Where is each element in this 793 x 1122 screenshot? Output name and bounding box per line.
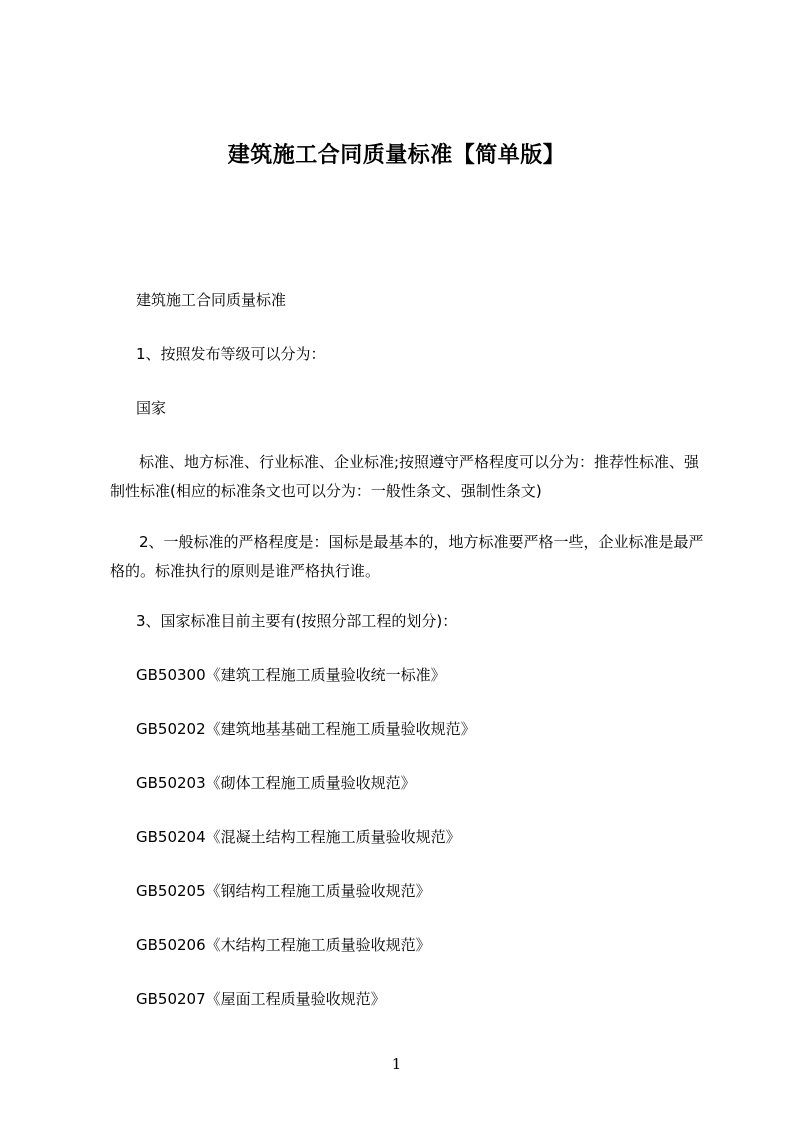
paragraph-release-level: 1、按照发布等级可以分为： bbox=[136, 345, 326, 363]
standard-item: GB50206《木结构工程施工质量验收规范》 bbox=[136, 936, 431, 954]
paragraph-national: 国家 bbox=[136, 399, 167, 417]
standard-item: GB50203《砌体工程施工质量验收规范》 bbox=[136, 774, 416, 792]
standard-item: GB50205《钢结构工程施工质量验收规范》 bbox=[136, 882, 431, 900]
paragraph-standard-types: 标准、地方标准、行业标准、企业标准;按照遵守严格程度可以分为：推荐性标准、强制性标准(相应的标准条文也可以分为：一般性条文、强制性条文) bbox=[110, 453, 700, 500]
standard-item: GB50202《建筑地基基础工程施工质量验收规范》 bbox=[136, 720, 476, 738]
standard-item: GB50204《混凝土结构工程施工质量验收规范》 bbox=[136, 828, 461, 846]
standard-item: GB50300《建筑工程施工质量验收统一标准》 bbox=[136, 666, 446, 684]
paragraph-national-list: 3、国家标准目前主要有(按照分部工程的划分)： bbox=[136, 612, 458, 630]
standard-item: GB50207《屋面工程质量验收规范》 bbox=[136, 990, 386, 1008]
document-title: 建筑施工合同质量标准【简单版】 bbox=[227, 143, 566, 168]
paragraph-heading: 建筑施工合同质量标准 bbox=[136, 291, 287, 309]
page-number: 1 bbox=[391, 1055, 402, 1073]
paragraph-strictness: 2、一般标准的严格程度是：国标是最基本的，地方标准要严格一些，企业标准是最严格的。标准执行的原则是谁严格执行谁。 bbox=[110, 533, 704, 580]
